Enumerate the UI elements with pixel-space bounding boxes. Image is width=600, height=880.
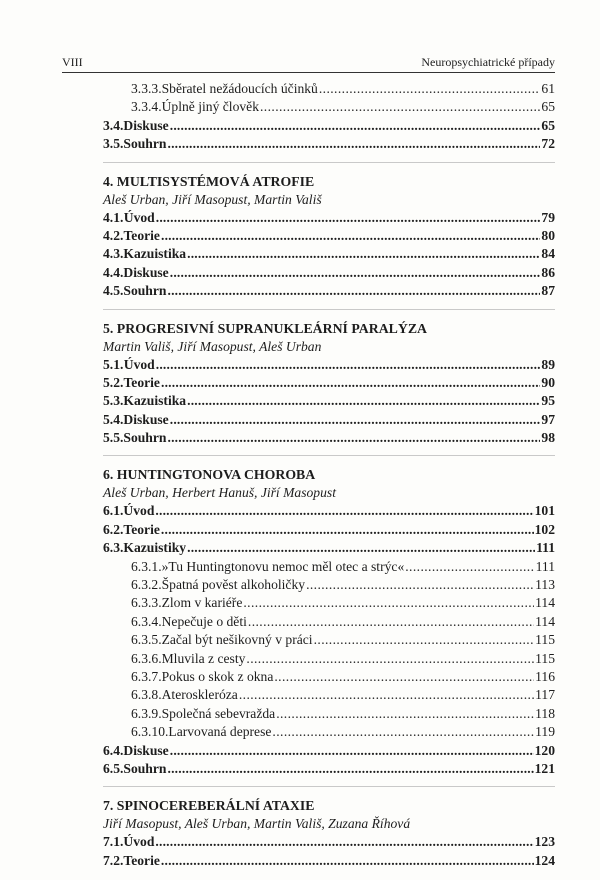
entry-title: Začal být nešikovný v práci xyxy=(161,632,313,648)
toc-chapter-block xyxy=(103,80,555,154)
entry-page: 120 xyxy=(534,742,555,758)
entry-title: Úvod xyxy=(123,834,155,850)
entry-page: 111 xyxy=(536,540,555,556)
entry-number: 4.1. xyxy=(103,209,124,225)
entry-number: 6.3.8. xyxy=(131,687,162,703)
chapter-authors: Aleš Urban, Herbert Hanuš, Jiří Masopust xyxy=(103,485,336,501)
dot-leader xyxy=(187,392,540,410)
entry-page: 111 xyxy=(535,558,555,574)
entry-number: 6.5. xyxy=(103,760,124,776)
toc-section-entry[interactable] xyxy=(103,245,555,263)
dot-leader xyxy=(161,227,540,245)
entry-page: 95 xyxy=(541,393,555,409)
toc-chapter-block xyxy=(103,172,555,301)
entry-title: Pokus o skok z okna xyxy=(161,668,274,684)
toc-section-entry[interactable] xyxy=(103,833,555,851)
entry-title: Diskuse xyxy=(123,264,169,280)
entry-number: 3.3.4. xyxy=(131,99,162,115)
entry-page: 115 xyxy=(535,650,555,666)
dot-leader xyxy=(239,686,534,704)
entry-page: 65 xyxy=(541,117,555,133)
entry-page: 116 xyxy=(535,668,555,684)
dot-leader xyxy=(276,705,534,723)
entry-number: 6.3.1. xyxy=(131,558,162,574)
toc-section-entry[interactable] xyxy=(103,502,555,520)
dot-leader xyxy=(170,411,541,429)
toc-subsection-entry[interactable] xyxy=(103,80,555,98)
entry-title: Teorie xyxy=(123,852,160,868)
dot-leader xyxy=(161,521,534,539)
entry-page: 84 xyxy=(541,246,555,262)
chapter-title: 6. HUNTINGTONOVA CHOROBA xyxy=(103,467,316,483)
entry-page: 79 xyxy=(541,209,555,225)
entry-number: 3.5. xyxy=(103,136,124,152)
toc-section-entry[interactable] xyxy=(103,117,555,135)
dot-leader xyxy=(170,264,541,282)
dot-leader xyxy=(248,613,534,631)
entry-number: 7.1. xyxy=(103,834,124,850)
entry-page: 118 xyxy=(535,705,555,721)
entry-page: 72 xyxy=(541,136,555,152)
toc-subsection-entry[interactable] xyxy=(103,650,555,668)
entry-number: 5.5. xyxy=(103,430,124,446)
toc-section-entry[interactable] xyxy=(103,356,555,374)
entry-page: 113 xyxy=(535,577,555,593)
book-title: Neuropsychiatrické případy xyxy=(421,55,555,69)
chapter-title: 7. SPINOCEREBERÁLNÍ ATAXIE xyxy=(103,798,315,814)
dot-leader xyxy=(260,98,540,116)
dot-leader xyxy=(272,723,534,741)
dot-leader xyxy=(314,631,535,649)
entry-title: Diskuse xyxy=(123,117,169,133)
toc-chapter-block xyxy=(103,319,555,448)
entry-page: 97 xyxy=(541,411,555,427)
entry-page: 87 xyxy=(541,283,555,299)
toc-subsection-entry[interactable] xyxy=(103,613,555,631)
table-of-contents xyxy=(103,80,555,870)
dot-leader xyxy=(156,209,541,227)
toc-chapter-block xyxy=(103,796,555,870)
toc-subsection-entry[interactable] xyxy=(103,668,555,686)
toc-section-entry[interactable] xyxy=(103,135,555,153)
entry-number: 5.4. xyxy=(103,411,124,427)
entry-page: 102 xyxy=(534,521,555,537)
entry-page: 80 xyxy=(541,227,555,243)
page-number: VIII xyxy=(62,55,83,69)
running-header xyxy=(62,52,555,73)
toc-subsection-entry[interactable] xyxy=(103,723,555,741)
section-divider xyxy=(103,455,555,456)
entry-number: 4.4. xyxy=(103,264,124,280)
entry-page: 101 xyxy=(534,503,555,519)
chapter-title: 4. MULTISYSTÉMOVÁ ATROFIE xyxy=(103,173,315,189)
entry-number: 6.3. xyxy=(103,540,124,556)
entry-page: 114 xyxy=(535,613,555,629)
entry-page: 119 xyxy=(535,724,555,740)
entry-title: Teorie xyxy=(123,374,160,390)
toc-subsection-entry[interactable] xyxy=(103,98,555,116)
entry-number: 6.3.2. xyxy=(131,577,162,593)
toc-section-entry[interactable] xyxy=(103,209,555,227)
toc-section-entry[interactable] xyxy=(103,282,555,300)
dot-leader xyxy=(187,245,540,263)
entry-number: 5.2. xyxy=(103,374,124,390)
entry-title: Nepečuje o děti xyxy=(161,613,247,629)
dot-leader xyxy=(170,117,541,135)
entry-page: 124 xyxy=(534,852,555,868)
dot-leader xyxy=(243,594,534,612)
entry-number: 4.3. xyxy=(103,246,124,262)
entry-title: Úvod xyxy=(123,356,155,372)
entry-number: 5.1. xyxy=(103,356,124,372)
dot-leader xyxy=(167,135,540,153)
section-divider xyxy=(103,309,555,310)
entry-number: 6.3.9. xyxy=(131,705,162,721)
toc-subsection-entry[interactable] xyxy=(103,576,555,594)
dot-leader xyxy=(156,356,541,374)
entry-number: 4.2. xyxy=(103,227,124,243)
entry-page: 98 xyxy=(541,430,555,446)
dot-leader xyxy=(405,558,534,576)
entry-title: Špatná pověst alkoholičky xyxy=(161,577,306,593)
dot-leader xyxy=(161,374,540,392)
toc-section-entry[interactable] xyxy=(103,392,555,410)
entry-page: 86 xyxy=(541,264,555,280)
entry-number: 6.3.6. xyxy=(131,650,162,666)
entry-title: Mluvila z cesty xyxy=(161,650,246,666)
toc-subsection-entry[interactable] xyxy=(103,631,555,649)
section-divider xyxy=(103,786,555,787)
entry-number: 6.3.7. xyxy=(131,668,162,684)
entry-page: 115 xyxy=(535,632,555,648)
entry-page: 121 xyxy=(534,760,555,776)
entry-number: 3.3.3. xyxy=(131,81,162,96)
dot-leader xyxy=(187,539,535,557)
entry-title: Úvod xyxy=(123,503,155,519)
toc-section-entry[interactable] xyxy=(103,852,555,870)
entry-number: 7.2. xyxy=(103,852,124,868)
chapter-authors: Martin Vališ, Jiří Masopust, Aleš Urban xyxy=(103,338,322,354)
dot-leader xyxy=(155,502,533,520)
entry-number: 6.3.10. xyxy=(131,724,169,740)
entry-title: Sběratel nežádoucích účinků xyxy=(161,81,318,96)
toc-section-entry[interactable] xyxy=(103,411,555,429)
dot-leader xyxy=(155,833,533,851)
dot-leader xyxy=(161,852,534,870)
entry-title: Souhrn xyxy=(123,136,167,152)
chapter-title: 5. PROGRESIVNÍ SUPRANUKLEÁRNÍ PARALÝZA xyxy=(103,320,427,336)
chapter-authors: Jiří Masopust, Aleš Urban, Martin Vališ, Zuzana Říhová xyxy=(103,816,411,832)
entry-title: Úvod xyxy=(123,209,155,225)
entry-page: 117 xyxy=(535,687,555,703)
entry-page: 123 xyxy=(534,834,555,850)
chapter-authors: Aleš Urban, Jiří Masopust, Martin Vališ xyxy=(103,191,322,207)
dot-leader xyxy=(167,429,540,447)
entry-page: 114 xyxy=(535,595,555,611)
entry-title: Souhrn xyxy=(123,283,167,299)
entry-number: 6.2. xyxy=(103,521,124,537)
toc-section-entry[interactable] xyxy=(103,521,555,539)
toc-section-entry[interactable] xyxy=(103,539,555,557)
dot-leader xyxy=(167,282,540,300)
toc-subsection-entry[interactable] xyxy=(103,594,555,612)
entry-title: Kazuistika xyxy=(123,246,187,262)
entry-title: Teorie xyxy=(123,227,160,243)
section-divider xyxy=(103,162,555,163)
entry-title: Larvovaná deprese xyxy=(168,724,272,740)
entry-page: 61 xyxy=(541,81,555,96)
toc-section-entry[interactable] xyxy=(103,429,555,447)
entry-page: 65 xyxy=(541,99,555,115)
toc-section-entry[interactable] xyxy=(103,760,555,778)
entry-title: Kazuistika xyxy=(123,393,187,409)
entry-title: Diskuse xyxy=(123,411,169,427)
entry-title: Kazuistiky xyxy=(123,540,187,556)
entry-number: 6.3.4. xyxy=(131,613,162,629)
entry-number: 3.4. xyxy=(103,117,124,133)
dot-leader xyxy=(167,760,533,778)
toc-section-entry[interactable] xyxy=(103,264,555,282)
dot-leader xyxy=(246,650,534,668)
dot-leader xyxy=(274,668,534,686)
entry-title: Zlom v kariéře xyxy=(161,595,243,611)
toc-section-entry[interactable] xyxy=(103,742,555,760)
entry-title: Souhrn xyxy=(123,760,167,776)
toc-subsection-entry[interactable] xyxy=(103,686,555,704)
entry-title: Ateroskleróza xyxy=(161,687,238,703)
entry-title: Teorie xyxy=(123,521,160,537)
entry-title: Úplně jiný člověk xyxy=(161,99,259,115)
entry-number: 4.5. xyxy=(103,283,124,299)
entry-number: 6.3.3. xyxy=(131,595,162,611)
dot-leader xyxy=(306,576,534,594)
entry-number: 6.1. xyxy=(103,503,124,519)
entry-page: 90 xyxy=(541,374,555,390)
toc-subsection-entry[interactable] xyxy=(103,705,555,723)
entry-page: 89 xyxy=(541,356,555,372)
entry-title: Společná sebevražda xyxy=(161,705,276,721)
dot-leader xyxy=(170,742,534,760)
dot-leader xyxy=(319,80,541,98)
entry-number: 6.3.5. xyxy=(131,632,162,648)
toc-section-entry[interactable] xyxy=(103,227,555,245)
toc-subsection-entry[interactable] xyxy=(103,558,555,576)
entry-number: 6.4. xyxy=(103,742,124,758)
entry-title: Souhrn xyxy=(123,430,167,446)
entry-title: Diskuse xyxy=(123,742,169,758)
toc-chapter-block xyxy=(103,465,555,778)
entry-number: 5.3. xyxy=(103,393,124,409)
entry-title: »Tu Huntingtonovu nemoc měl otec a strýc« xyxy=(161,558,405,574)
toc-section-entry[interactable] xyxy=(103,374,555,392)
